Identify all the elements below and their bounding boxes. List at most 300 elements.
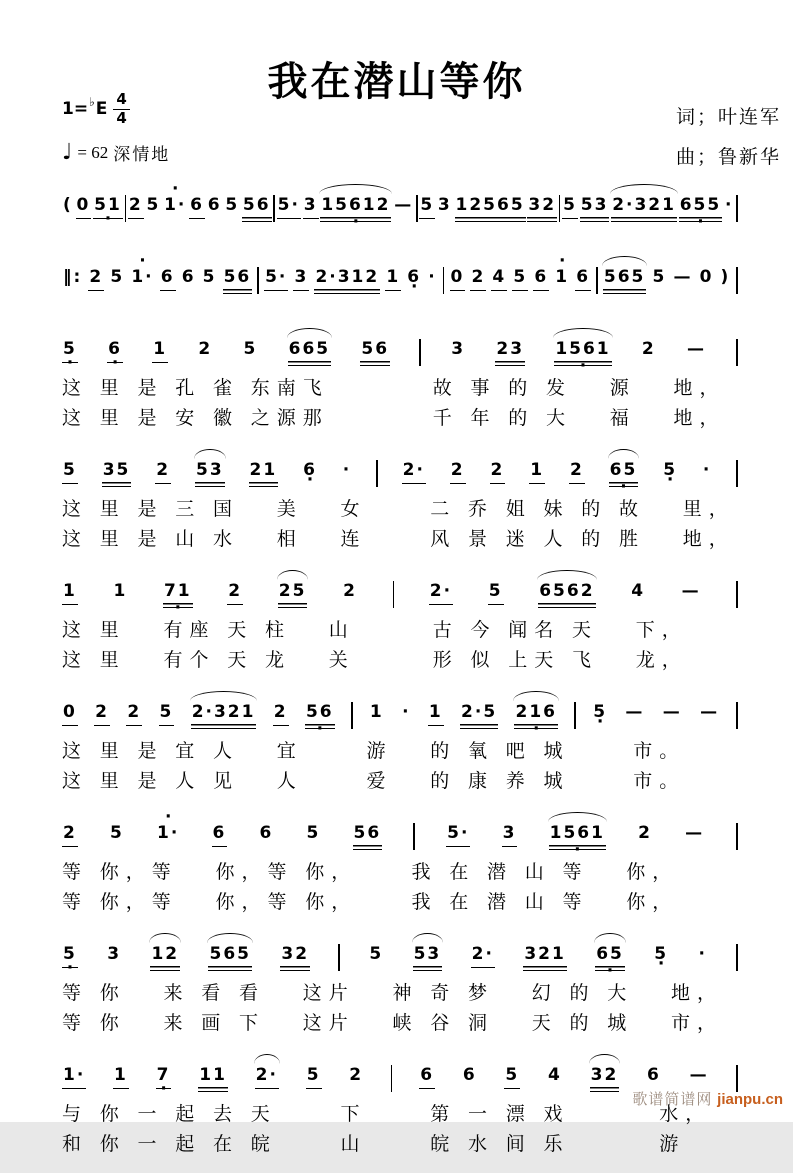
note-text: (	[63, 195, 73, 215]
note-text: 6	[533, 267, 549, 291]
slur-arc	[594, 933, 626, 943]
note-token	[580, 182, 610, 222]
note-token	[595, 931, 625, 971]
slur-arc	[548, 812, 607, 822]
note-token	[156, 810, 180, 843]
note-token	[470, 254, 486, 291]
note-token	[130, 254, 154, 287]
note-token	[264, 254, 288, 291]
note-text: 56	[353, 823, 383, 850]
note-token	[360, 326, 390, 366]
note-token	[681, 568, 702, 601]
note-token	[592, 689, 608, 722]
note-token	[428, 689, 444, 726]
note-text: 2	[88, 267, 104, 291]
note-token	[406, 254, 422, 287]
barline	[574, 702, 576, 729]
note-token	[697, 931, 707, 964]
meter-numerator: 4	[113, 92, 129, 110]
note-token	[202, 254, 218, 287]
note-text: 3	[502, 823, 518, 847]
lyric-line: 这 里 是 宜 人 宜 游 的 氧 吧 城 市。	[62, 741, 686, 762]
barline	[736, 195, 738, 222]
barline	[736, 581, 738, 608]
note-token	[128, 182, 144, 219]
note-text: 5	[369, 944, 384, 964]
note-token	[514, 689, 558, 729]
lyric-line: 与 你 一 起 去 天 下 第 一 漂 戏 水，	[62, 1104, 712, 1125]
note-token	[450, 326, 466, 359]
slur-arc	[412, 933, 444, 943]
score-system	[62, 689, 738, 795]
note-text: 2	[128, 195, 144, 219]
note-token	[62, 182, 74, 215]
note-text: 1	[62, 581, 78, 605]
note-token	[197, 326, 213, 359]
note-token	[255, 1052, 279, 1089]
note-text: 2	[470, 267, 486, 291]
note-text: 6562	[538, 581, 595, 608]
tempo-marking	[62, 140, 170, 165]
note-text: 1	[113, 1065, 129, 1089]
note-text: )	[720, 267, 731, 287]
note-text: 565	[208, 944, 252, 971]
note-text: 2·321	[191, 702, 257, 729]
note-token	[646, 1052, 662, 1085]
note-token	[491, 254, 507, 291]
note-token	[554, 326, 611, 366]
note-token	[277, 182, 301, 219]
note-text: ·	[698, 944, 707, 964]
note-text: 5	[202, 267, 217, 287]
note-text: 6	[647, 1065, 661, 1085]
slur-arc	[277, 570, 309, 580]
note-token	[624, 689, 645, 722]
note-text: —	[689, 1065, 709, 1085]
note-text: 56	[223, 267, 253, 294]
note-token	[278, 568, 308, 608]
note-text: 1561	[549, 823, 606, 850]
note-text: 1	[113, 581, 128, 601]
note-text: 5	[243, 339, 258, 359]
note-token	[109, 254, 125, 287]
note-text: —	[687, 339, 707, 359]
note-token	[145, 182, 161, 215]
note-text: 35	[102, 460, 132, 487]
note-token	[653, 931, 669, 964]
note-token	[223, 254, 253, 294]
lyric-line: 等 你 来 看 看 这片 神 奇 梦 幻 的 大 地，	[62, 983, 724, 1004]
note-text: 655	[679, 195, 723, 222]
note-text: 6	[160, 267, 176, 291]
slur-arc	[553, 328, 612, 338]
note-text: ·	[342, 460, 352, 480]
note-token	[189, 182, 205, 219]
note-token	[547, 1052, 563, 1085]
note-text: 5	[110, 267, 125, 287]
note-token	[212, 810, 228, 847]
note-token	[288, 326, 332, 366]
note-token	[62, 326, 78, 363]
note-token	[413, 931, 443, 971]
composer-credit: 曲；鲁新华	[675, 147, 781, 168]
note-token	[368, 931, 384, 964]
note-text: 5	[512, 267, 528, 291]
note-text: 1	[369, 702, 384, 722]
lyric-line: 这 里 是 山 水 相 连 风 景 迷 人 的 胜 地，	[62, 529, 735, 550]
lyric-line: 这 里 有座 天 柱 山 古 今 闻名 天 下，	[62, 620, 688, 641]
note-text: 5	[62, 339, 78, 363]
note-text: 5	[306, 823, 321, 843]
note-token	[303, 182, 319, 219]
notes-row	[62, 689, 738, 735]
note-text: 2	[126, 702, 142, 726]
note-text: 5	[562, 195, 578, 219]
note-token	[720, 254, 732, 287]
note-token	[575, 254, 591, 291]
barline	[273, 195, 275, 222]
note-text: 5·	[277, 195, 301, 219]
note-text: 5	[110, 823, 124, 843]
note-token	[109, 810, 125, 843]
note-token	[502, 810, 518, 847]
note-token	[641, 326, 657, 359]
note-text: 2	[343, 581, 357, 601]
lyric-line: 等 你，等 你，等 你， 我 在 潜 山 等 你，	[62, 892, 679, 913]
note-token	[385, 254, 401, 291]
slur-arc	[589, 1054, 621, 1064]
barline	[736, 339, 738, 366]
note-token	[529, 447, 545, 484]
lyric-line: 这 里 是 安 徽 之源那 千 年 的 大 福 地，	[62, 408, 726, 429]
note-text: 5	[159, 702, 175, 726]
note-token	[533, 254, 549, 291]
slur-arc	[537, 570, 596, 580]
credits	[676, 98, 781, 178]
note-text: 2	[273, 702, 289, 726]
slur-arc	[608, 449, 640, 459]
note-text: 53	[580, 195, 610, 222]
note-text: 2·	[471, 944, 495, 968]
note-text: —	[685, 823, 705, 843]
note-text: 2	[349, 1065, 364, 1085]
note-text: 5	[654, 944, 669, 964]
barline	[736, 702, 738, 729]
note-text: 0	[699, 267, 714, 287]
notes-row	[62, 254, 738, 300]
note-text: 5	[62, 460, 78, 484]
note-text: 5	[488, 581, 504, 605]
note-token	[305, 689, 335, 729]
note-text: 4	[631, 581, 646, 601]
score-system	[62, 931, 738, 1037]
slur-arc	[149, 933, 181, 943]
note-token	[163, 568, 193, 608]
note-text: 5	[62, 944, 78, 968]
song-title: 我在潜山等你	[267, 60, 526, 104]
note-token	[652, 254, 668, 287]
lyric-line: 等 你，等 你，等 你， 我 在 潜 山 等 你，	[62, 862, 679, 883]
note-text: 1	[529, 460, 545, 484]
note-text: 65	[609, 460, 639, 487]
score	[62, 182, 738, 1173]
note-text: 6	[407, 267, 422, 287]
note-text: —	[394, 195, 414, 215]
note-token	[419, 182, 435, 219]
note-token	[243, 326, 259, 359]
note-text: 56	[305, 702, 335, 729]
note-token	[348, 1052, 364, 1085]
score-system	[62, 810, 738, 916]
tempo-value: = 62	[77, 142, 109, 162]
note-text: 6	[303, 460, 317, 480]
note-token	[112, 568, 128, 601]
note-token	[62, 568, 78, 605]
note-text: —	[681, 581, 701, 601]
barline	[596, 267, 598, 294]
slur-arc	[287, 328, 333, 338]
note-text: 1·	[131, 267, 154, 287]
note-token	[569, 447, 585, 484]
note-token	[342, 447, 352, 480]
note-text: —	[625, 702, 645, 722]
note-token	[549, 810, 606, 850]
note-text: 15612	[320, 195, 391, 222]
note-text: 2·	[255, 1065, 279, 1089]
note-text: 5·	[446, 823, 470, 847]
note-token	[306, 810, 322, 843]
note-text: 2·	[429, 581, 453, 605]
note-token	[455, 182, 526, 222]
note-token	[630, 568, 646, 601]
lyric-line: 这 里 是 孔 雀 东南飞 故 事 的 发 源 地，	[62, 378, 726, 399]
lyric-line: 这 里 是 人 见 人 爱 的 康 养 城 市。	[62, 771, 686, 792]
note-text: 56	[242, 195, 272, 222]
note-token	[527, 182, 557, 222]
note-token	[393, 182, 414, 215]
note-text: 6	[207, 195, 222, 215]
note-text: ·	[724, 195, 734, 215]
note-token	[446, 810, 470, 847]
note-text: 6	[189, 195, 205, 219]
note-text: 32	[590, 1065, 620, 1092]
note-text: 6	[107, 339, 123, 363]
note-text: 3	[107, 944, 122, 964]
note-text: 565	[603, 267, 647, 294]
note-text: 1	[385, 267, 401, 291]
note-token	[699, 689, 720, 722]
note-text: 53	[195, 460, 225, 487]
note-token	[523, 931, 567, 971]
note-token	[342, 568, 358, 601]
barline	[351, 702, 353, 729]
score-system	[62, 254, 738, 300]
note-text: 25	[278, 581, 308, 608]
notes-row	[62, 810, 738, 856]
barline	[443, 267, 445, 294]
note-text: 3	[437, 195, 452, 215]
note-text: 2	[94, 702, 110, 726]
time-signature	[113, 92, 129, 127]
slur-arc	[190, 691, 258, 701]
note-text: 2	[569, 460, 585, 484]
note-text: 3	[293, 267, 309, 291]
note-token	[249, 447, 279, 487]
notes-row	[62, 931, 738, 977]
note-token	[62, 689, 78, 726]
note-text: 32	[280, 944, 310, 971]
note-text: 5	[306, 1065, 322, 1089]
note-text: 5·	[264, 267, 288, 291]
note-text: 21	[249, 460, 279, 487]
barline	[391, 1065, 393, 1092]
note-text: —	[700, 702, 720, 722]
note-token	[181, 254, 197, 287]
note-text: 2	[155, 460, 171, 484]
note-token	[662, 689, 683, 722]
note-token	[512, 254, 528, 291]
note-token	[684, 810, 705, 843]
barline	[416, 195, 418, 222]
note-token	[689, 1052, 710, 1085]
flat-icon: ♭	[89, 95, 95, 110]
note-text: —	[662, 702, 682, 722]
slur-arc	[254, 1054, 280, 1064]
note-text: 321	[523, 944, 567, 971]
note-text: 0	[76, 195, 92, 219]
notes-row	[62, 182, 738, 228]
note-token	[504, 1052, 520, 1089]
notes-row	[62, 326, 738, 372]
note-text: 3	[451, 339, 466, 359]
note-token	[538, 568, 595, 608]
note-token	[590, 1052, 620, 1092]
note-text: 1	[428, 702, 444, 726]
note-token	[450, 254, 466, 291]
barline	[393, 581, 395, 608]
note-text: 2	[62, 823, 78, 847]
note-text: 0	[450, 267, 466, 291]
note-text: 23	[495, 339, 525, 366]
note-token	[208, 931, 252, 971]
notes-row	[62, 568, 738, 614]
lyricist-credit: 词；叶连军	[675, 107, 781, 128]
note-token	[353, 810, 383, 850]
note-text: 4	[548, 1065, 562, 1085]
note-text: 5	[504, 1065, 520, 1089]
note-text: 2	[227, 581, 243, 605]
lyric-line: 这 里 是 三 国 美 女 二 乔 姐 妹 的 故 里，	[62, 499, 735, 520]
notes-row	[62, 447, 738, 493]
barline	[736, 460, 738, 487]
note-token	[106, 931, 122, 964]
note-text: 65	[595, 944, 625, 971]
score-system	[62, 447, 738, 553]
note-text: 5	[419, 195, 435, 219]
barline	[125, 195, 127, 222]
note-token	[273, 689, 289, 726]
note-token	[702, 447, 712, 480]
note-token	[107, 326, 123, 363]
note-token	[369, 689, 385, 722]
note-token	[155, 447, 171, 484]
note-text: 2·5	[460, 702, 498, 729]
note-text: 2	[641, 339, 656, 359]
note-token	[152, 326, 168, 363]
note-text: 56	[360, 339, 390, 366]
note-text: 2·	[402, 460, 426, 484]
slur-arc	[207, 933, 253, 943]
note-token	[462, 1052, 478, 1085]
expression-text: 深情地	[113, 145, 171, 164]
note-text: 7	[156, 1065, 172, 1089]
note-token	[150, 931, 180, 971]
note-text: ·	[428, 267, 437, 287]
score-system	[62, 182, 738, 228]
note-token	[427, 254, 437, 287]
note-text: ·	[402, 702, 411, 722]
note-text: 6	[419, 1065, 435, 1089]
note-token	[198, 1052, 228, 1092]
note-token	[429, 568, 453, 605]
note-text: 2	[638, 823, 652, 843]
note-token	[160, 254, 176, 291]
key-letter: E	[95, 99, 108, 120]
note-token	[163, 182, 187, 215]
note-token	[679, 182, 723, 222]
note-text: 5	[593, 702, 608, 722]
note-text: —	[673, 267, 693, 287]
note-token	[156, 1052, 172, 1089]
note-token	[259, 810, 275, 843]
note-text: 1·	[157, 823, 180, 843]
note-token	[195, 447, 225, 487]
note-token	[401, 689, 411, 722]
meter-denominator: 4	[116, 108, 127, 127]
barline	[419, 339, 421, 366]
note-text: 216	[514, 702, 558, 729]
note-token	[191, 689, 257, 729]
note-text: 6	[259, 823, 274, 843]
note-token	[62, 447, 78, 484]
note-token	[460, 689, 498, 729]
note-text: 1·	[164, 195, 187, 215]
note-text: 5	[663, 460, 678, 480]
note-token	[159, 689, 175, 726]
barline	[736, 944, 738, 971]
note-token	[62, 254, 83, 287]
note-token	[113, 1052, 129, 1089]
lyric-line: 和 你 一 起 在 皖 山 皖 水 间 乐 游	[62, 1134, 686, 1155]
note-text: 665	[288, 339, 332, 366]
note-text: 1	[555, 267, 570, 287]
note-token	[402, 447, 426, 484]
barline	[559, 195, 561, 222]
note-text: 12565	[455, 195, 526, 222]
note-text: 6	[212, 823, 228, 847]
note-token	[724, 182, 734, 215]
note-text: 3	[303, 195, 319, 219]
note-token	[471, 931, 495, 968]
slur-arc	[513, 691, 559, 701]
note-text: 51	[93, 195, 123, 219]
site-url[interactable]: jianpu.cn	[717, 1091, 783, 1108]
note-token	[603, 254, 647, 294]
barline	[413, 823, 415, 850]
key-prefix: 1=	[62, 99, 89, 120]
note-token	[227, 568, 243, 605]
note-text: 6	[575, 267, 591, 291]
